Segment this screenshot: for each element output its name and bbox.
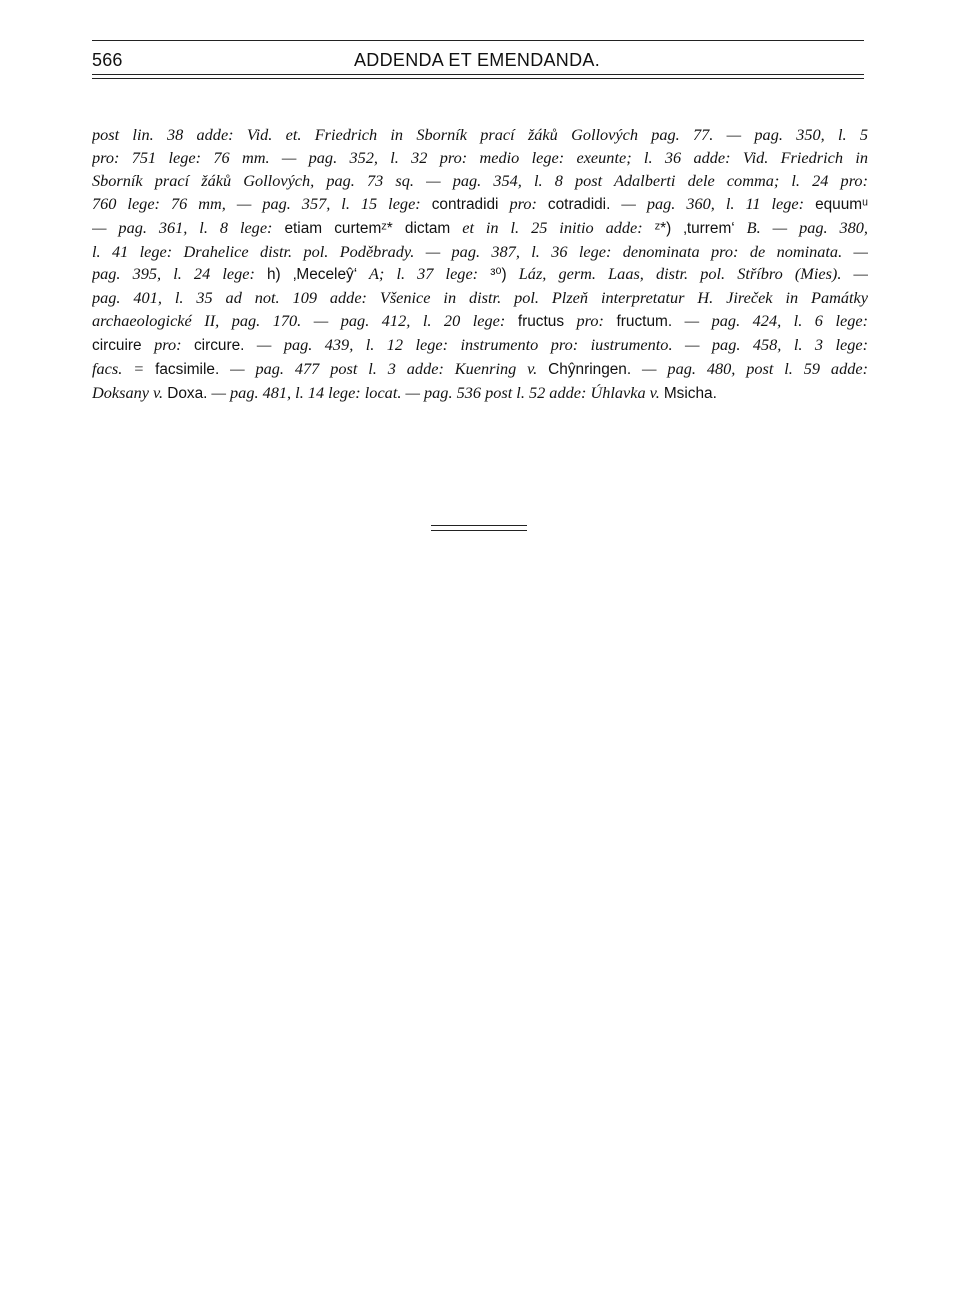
italic-text-segment: B. — pag. 380, xyxy=(734,217,868,237)
italic-text-segment: Láz, germ. Laas, distr. pol. Stříbro (Mies). — xyxy=(506,264,868,284)
text-line xyxy=(92,382,868,406)
italic-text-segment: — pag. 477 post l. 3 adde: Kuenring v. xyxy=(219,359,549,379)
roman-text-segment: fructum. xyxy=(616,313,673,331)
roman-text-segment: contradidi xyxy=(431,195,499,213)
text-line xyxy=(92,217,868,241)
roman-text-segment: circure. xyxy=(193,337,245,355)
roman-text-segment: h) ‚Meceleŷ‘ xyxy=(266,266,358,284)
italic-text-segment: pro: xyxy=(564,311,617,331)
italic-text-segment: — pag. 480, post l. 59 adde: xyxy=(631,359,868,379)
roman-text-segment: facsimile. xyxy=(155,361,220,379)
roman-text-segment: Chŷnringen. xyxy=(548,361,632,379)
text-line xyxy=(92,287,868,310)
header-rule-upper xyxy=(92,74,864,75)
italic-text-segment: archaeologické II, pag. 170. — pag. 412, l. 20 lege: xyxy=(92,311,518,331)
italic-text-segment: l. 41 lege: Drahelice distr. pol. Poděbrady. — pag. 387, l. 36 lege: denominata pro: de nominata. — xyxy=(92,241,868,261)
text-line xyxy=(92,263,868,287)
italic-text-segment: pro: xyxy=(141,335,194,355)
text-line xyxy=(92,334,868,358)
header-top-rule xyxy=(92,40,864,41)
running-head: ADDENDA ET EMENDANDA. xyxy=(354,50,601,70)
italic-text-segment: pag. 395, l. 24 lege: xyxy=(92,264,267,284)
text-line xyxy=(92,124,868,147)
italic-text-segment: Sborník prací žáků Gollových, pag. 73 sq. — pag. 354, l. 8 post Adalberti dele comma; l. 24 pro: xyxy=(92,170,868,190)
roman-text-segment: fructus xyxy=(517,313,565,331)
text-line xyxy=(92,358,868,382)
italic-text-segment: 760 lege: 76 mm, — pag. 357, l. 15 lege: xyxy=(92,193,432,213)
roman-text-segment: ³⁰) xyxy=(490,266,507,284)
roman-text-segment: cotradidi. xyxy=(547,195,611,213)
italic-text-segment: — pag. 361, l. 8 lege: xyxy=(92,217,285,237)
text-line xyxy=(92,170,868,193)
italic-text-segment: et in l. 25 initio adde: xyxy=(450,217,655,237)
errata-paragraph xyxy=(92,124,868,406)
text-line xyxy=(92,147,868,170)
italic-text-segment: A; l. 37 lege: xyxy=(357,264,491,284)
roman-text-segment: circuire xyxy=(92,337,142,355)
header-rule-lower xyxy=(92,78,864,79)
text-line xyxy=(92,193,868,217)
roman-text-segment: equumᵘ xyxy=(815,195,868,213)
page-header xyxy=(92,44,864,70)
italic-text-segment: — pag. 481, l. 14 lege: locat. — pag. 536 post l. 52 adde: Úhlavka v. xyxy=(207,382,664,402)
italic-text-segment: pag. 401, l. 35 ad not. 109 adde: Všenice in distr. pol. Plzeň interpretatur H. Jireček in Památky xyxy=(92,288,868,308)
italic-text-segment: post lin. 38 adde: Vid. et. Friedrich in Sborník prací žáků Gollových pag. 77. — pag. 350, l. 5 xyxy=(92,125,868,144)
italic-text-segment: Doksany v. xyxy=(92,382,168,402)
roman-text-segment: ᶻ*) ‚turrem‘ xyxy=(654,219,735,237)
roman-text-segment: etiam curtemᶻ* dictam xyxy=(284,219,451,237)
text-line xyxy=(92,241,868,264)
italic-text-segment: pro: xyxy=(498,193,548,213)
roman-text-segment: Msicha. xyxy=(663,384,717,402)
page-number: 566 xyxy=(92,50,123,70)
italic-text-segment: — pag. 439, l. 12 lege: instrumento pro: iustrumento. — pag. 458, l. 3 lege: xyxy=(244,335,868,355)
section-end-rule-lower xyxy=(431,530,527,531)
text-line xyxy=(92,310,868,334)
roman-text-segment: Doxa. xyxy=(167,384,208,402)
section-end-rule-upper xyxy=(431,525,527,526)
italic-text-segment: facs. = xyxy=(92,359,156,379)
italic-text-segment: pro: 751 lege: 76 mm. — pag. 352, l. 32 pro: medio lege: exeunte; l. 36 adde: Vid. Friedrich in xyxy=(92,147,868,167)
italic-text-segment: — pag. 424, l. 6 lege: xyxy=(672,311,868,331)
italic-text-segment: — pag. 360, l. 11 lege: xyxy=(610,193,816,213)
